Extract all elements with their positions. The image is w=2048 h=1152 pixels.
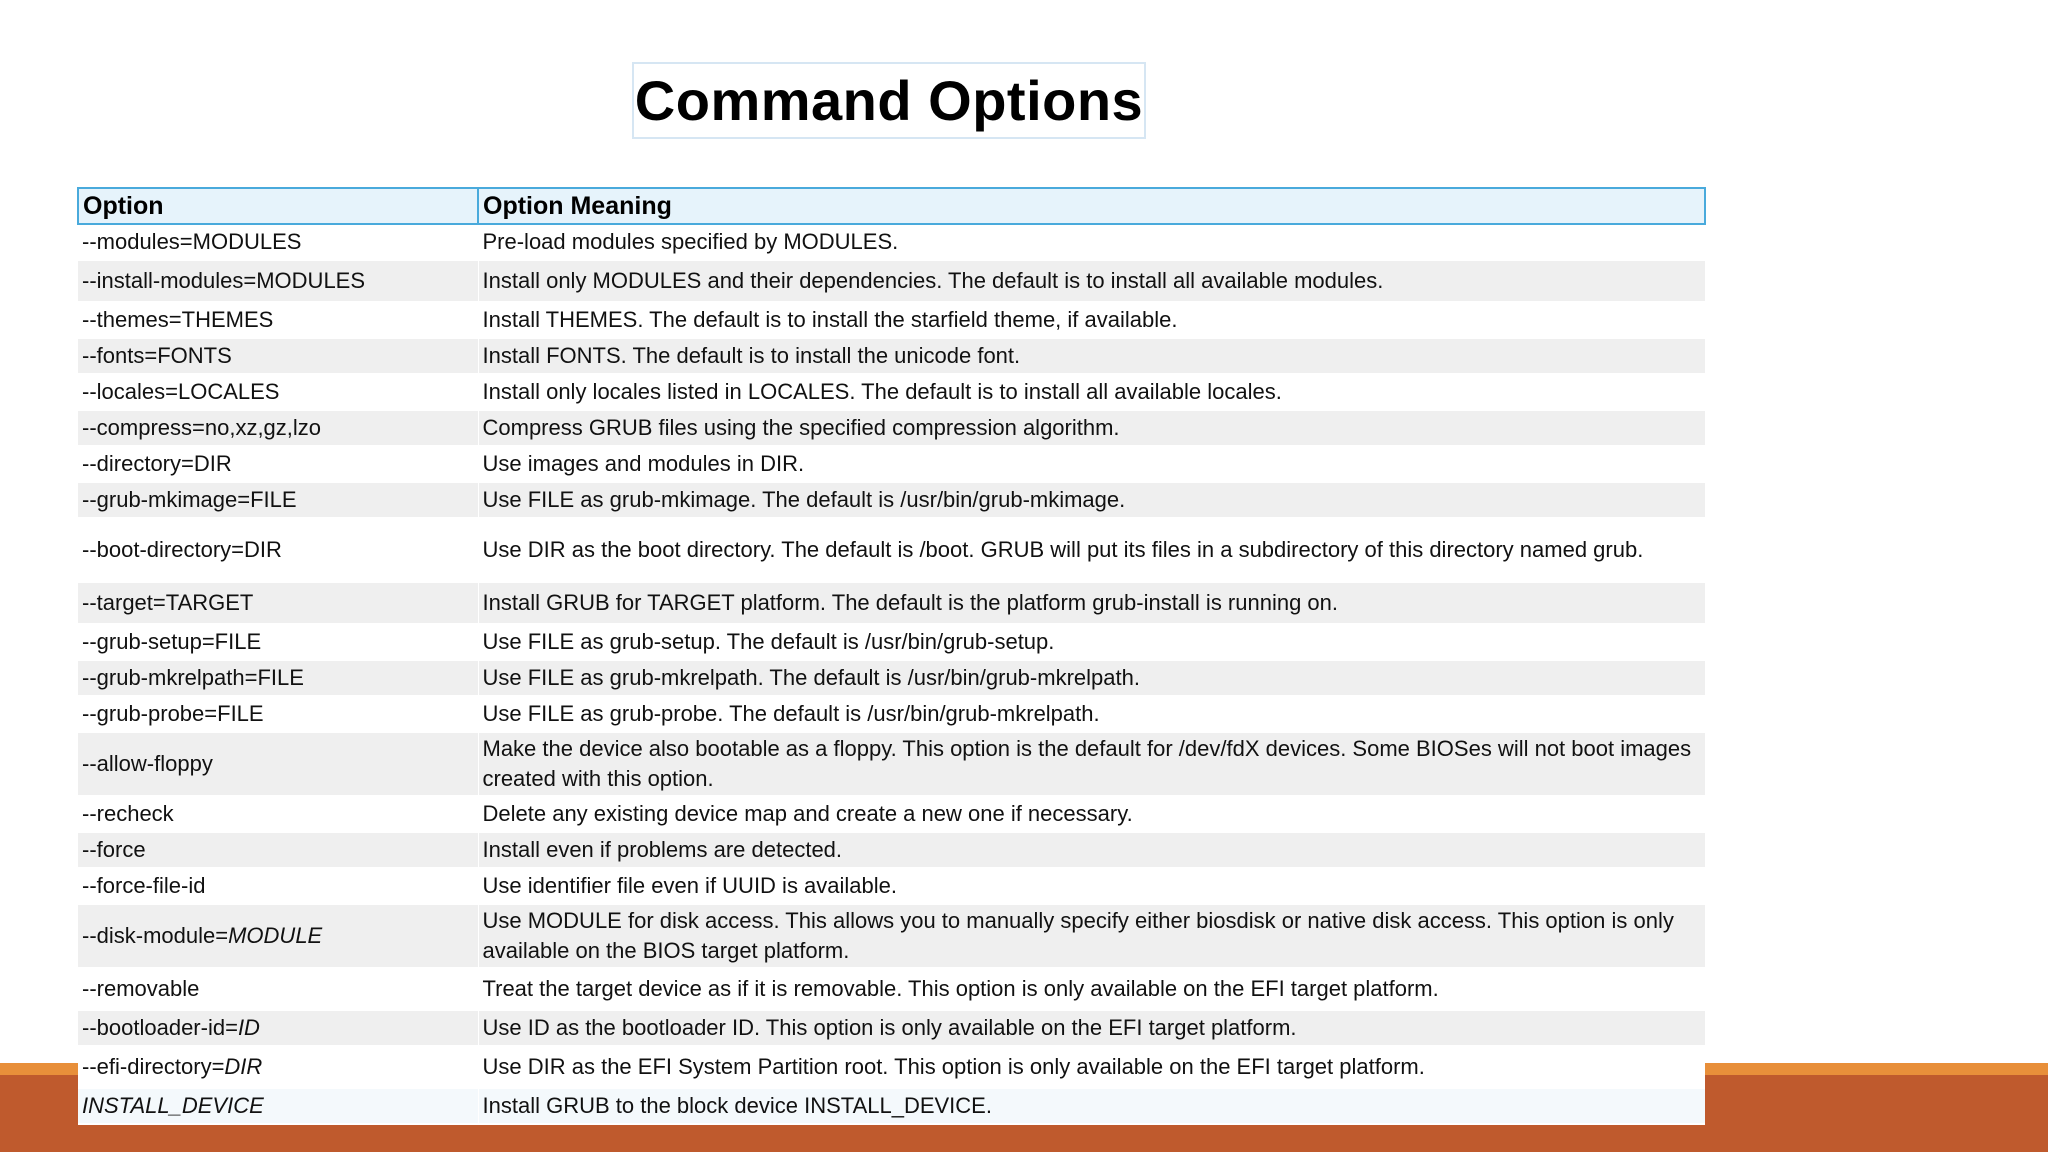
table-row [78,660,1705,696]
table-row [78,868,1705,904]
meaning-cell: Install only locales listed in LOCALES. The default is to install all available locales. [478,374,1705,410]
options-table [77,187,1706,1125]
option-argument: DIR [224,1054,263,1079]
table-row [78,624,1705,660]
table-row [78,1088,1705,1124]
meaning-cell: Install FONTS. The default is to install the unicode font. [478,338,1705,374]
option-argument: ID [237,1015,260,1040]
option-name: --efi-directory= [82,1054,225,1079]
option-argument: MODULE [228,923,323,948]
option-cell [78,1046,478,1088]
meaning-cell: Use images and modules in DIR. [478,446,1705,482]
meaning-cell: Use DIR as the EFI System Partition root. This option is only available on the EFI target platform. [478,1046,1705,1088]
meaning-cell: Treat the target device as if it is removable. This option is only available on the EFI target platform. [478,968,1705,1010]
meaning-cell: Install THEMES. The default is to install the starfield theme, if available. [478,302,1705,338]
header-option-meaning: Option Meaning [478,188,1705,224]
table-row [78,224,1705,260]
option-name: --bootloader-id= [82,1015,238,1040]
option-cell: --grub-setup=FILE [78,624,478,660]
option-cell: --grub-probe=FILE [78,696,478,732]
table-row [78,518,1705,582]
table-row [78,482,1705,518]
option-cell: --boot-directory=DIR [78,518,478,582]
option-cell: --force-file-id [78,868,478,904]
header-option: Option [78,188,478,224]
table-row [78,796,1705,832]
table-row [78,1046,1705,1088]
meaning-cell: Use DIR as the boot directory. The default is /boot. GRUB will put its files in a subdirectory of this directory named grub. [478,518,1705,582]
meaning-cell: Install only MODULES and their dependencies. The default is to install all available modules. [478,260,1705,302]
options-table-container [77,187,1704,1125]
option-cell: --themes=THEMES [78,302,478,338]
option-cell [78,1010,478,1046]
table-row [78,302,1705,338]
table-row [78,260,1705,302]
meaning-cell: Use FILE as grub-probe. The default is /usr/bin/grub-mkrelpath. [478,696,1705,732]
option-cell: --modules=MODULES [78,224,478,260]
option-cell: --allow-floppy [78,732,478,796]
table-row [78,832,1705,868]
meaning-cell: Use MODULE for disk access. This allows you to manually specify either biosdisk or native disk access. This option is only available on the BIOS target platform. [478,904,1705,968]
meaning-cell: Use ID as the bootloader ID. This option is only available on the EFI target platform. [478,1010,1705,1046]
table-row [78,696,1705,732]
meaning-cell: Install GRUB for TARGET platform. The default is the platform grub-install is running on. [478,582,1705,624]
meaning-cell: Make the device also bootable as a floppy. This option is the default for /dev/fdX devices. Some BIOSes will not boot images created with this option. [478,732,1705,796]
meaning-cell: Delete any existing device map and create a new one if necessary. [478,796,1705,832]
meaning-cell: Install GRUB to the block device INSTALL_DEVICE. [478,1088,1705,1124]
meaning-cell: Pre-load modules specified by MODULES. [478,224,1705,260]
option-cell: --directory=DIR [78,446,478,482]
table-row [78,338,1705,374]
meaning-cell: Compress GRUB files using the specified compression algorithm. [478,410,1705,446]
table-row [78,1010,1705,1046]
table-row [78,410,1705,446]
table-row [78,904,1705,968]
option-cell: --compress=no,xz,gz,lzo [78,410,478,446]
option-cell [78,904,478,968]
meaning-cell: Install even if problems are detected. [478,832,1705,868]
meaning-cell: Use FILE as grub-mkimage. The default is /usr/bin/grub-mkimage. [478,482,1705,518]
option-cell: --fonts=FONTS [78,338,478,374]
table-row [78,732,1705,796]
option-cell: --force [78,832,478,868]
option-cell: --grub-mkimage=FILE [78,482,478,518]
option-cell: --locales=LOCALES [78,374,478,410]
meaning-cell: Use FILE as grub-mkrelpath. The default is /usr/bin/grub-mkrelpath. [478,660,1705,696]
slide-title-box [632,62,1146,139]
table-header-row [78,188,1705,224]
table-row [78,582,1705,624]
option-cell: --removable [78,968,478,1010]
meaning-cell: Use identifier file even if UUID is available. [478,868,1705,904]
option-cell: --install-modules=MODULES [78,260,478,302]
table-row [78,446,1705,482]
table-row [78,968,1705,1010]
option-cell: --grub-mkrelpath=FILE [78,660,478,696]
option-cell: --target=TARGET [78,582,478,624]
option-cell: INSTALL_DEVICE [78,1088,478,1124]
option-name: --disk-module= [82,923,229,948]
meaning-cell: Use FILE as grub-setup. The default is /usr/bin/grub-setup. [478,624,1705,660]
table-row [78,374,1705,410]
option-cell: --recheck [78,796,478,832]
slide-title: Command Options [634,69,1144,132]
